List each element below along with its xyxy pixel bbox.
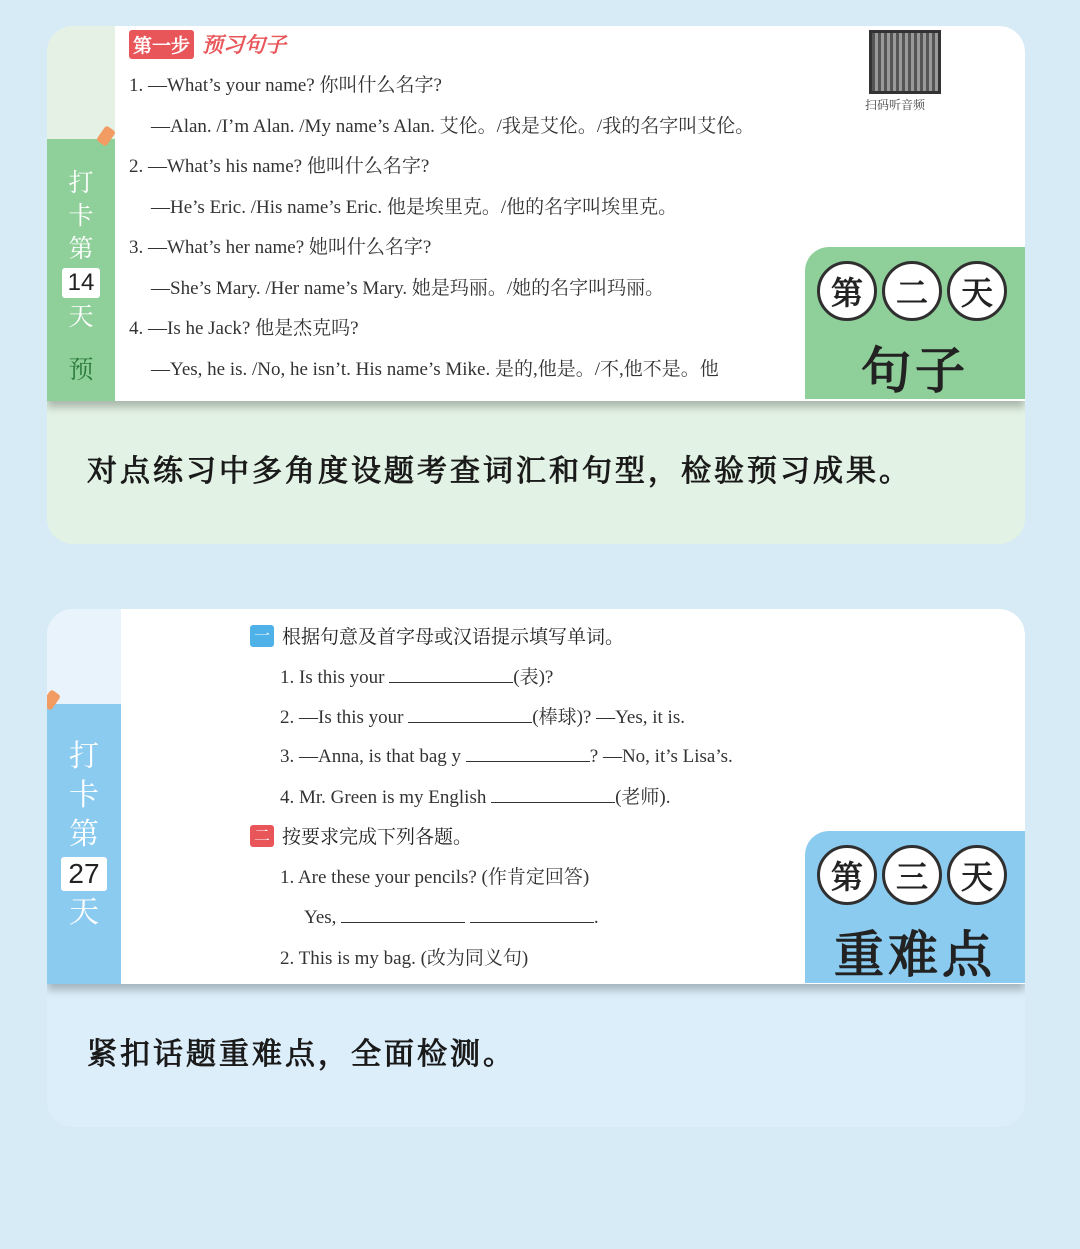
exercise-page-preview bbox=[47, 609, 1025, 984]
day-topic: 重难点 bbox=[834, 926, 996, 984]
step-title: 预习句子 bbox=[202, 33, 287, 57]
section-badge: 二 bbox=[250, 825, 274, 847]
day-number: 27 bbox=[61, 857, 107, 891]
step-badge: 第一步 bbox=[129, 30, 194, 59]
day-circle: 第 bbox=[817, 845, 877, 905]
side-strip bbox=[47, 609, 121, 984]
sentence-line: 3. —What’s her name? 她叫什么名字? bbox=[129, 237, 432, 258]
sentence-line: —She’s Mary. /Her name’s Mary. 她是玛丽。/她的名字叫玛丽。 bbox=[151, 278, 665, 299]
exercise-item bbox=[280, 742, 733, 768]
item-text: . bbox=[593, 907, 599, 928]
day-circle: 三 bbox=[882, 845, 942, 905]
section-heading bbox=[250, 622, 624, 649]
strip-char: 天 bbox=[69, 895, 99, 930]
checkin-label bbox=[47, 166, 115, 386]
textbook-page-preview bbox=[47, 26, 1025, 401]
sentence-line: —He’s Eric. /His name’s Eric. 他是埃里克。/他的名字叫埃里克。 bbox=[151, 197, 678, 218]
item-text: Yes, bbox=[304, 907, 342, 928]
strip-char: 第 bbox=[69, 817, 99, 852]
qr-code-icon[interactable] bbox=[869, 30, 941, 94]
answer-blank[interactable] bbox=[470, 903, 594, 923]
strip-char: 天 bbox=[68, 302, 94, 331]
exercise-item bbox=[280, 662, 553, 689]
strip-char: 打 bbox=[68, 168, 94, 197]
checkin-label bbox=[47, 737, 121, 932]
side-strip bbox=[47, 26, 115, 401]
strip-char: 打 bbox=[69, 739, 99, 774]
exercise-item: 1. Are these your pencils? (作肯定回答) bbox=[280, 867, 590, 888]
exercise-item bbox=[280, 702, 685, 729]
day-topic: 句子 bbox=[861, 342, 969, 400]
day-circle: 天 bbox=[947, 845, 1007, 905]
item-hint: (棒球)? —Yes, it is. bbox=[532, 707, 685, 728]
item-text: 2. —Is this your bbox=[280, 707, 409, 728]
answer-blank[interactable] bbox=[408, 703, 532, 723]
sentence-line: 4. —Is he Jack? 他是杰克吗? bbox=[129, 318, 359, 339]
item-hint: ? —No, it’s Lisa’s. bbox=[589, 746, 733, 767]
item-hint: (表)? bbox=[513, 667, 554, 688]
answer-blank[interactable] bbox=[466, 742, 590, 762]
item-text: 4. Mr. Green is my English bbox=[280, 787, 492, 808]
section-badge: 一 bbox=[250, 625, 274, 647]
strip-char: 卡 bbox=[68, 201, 94, 230]
day-circle: 二 bbox=[882, 261, 942, 321]
strip-char: 卡 bbox=[69, 778, 99, 813]
sentence-line: 2. —What’s his name? 他叫什么名字? bbox=[129, 156, 430, 177]
day-circle: 第 bbox=[817, 261, 877, 321]
qr-label: 扫码听音频 bbox=[865, 98, 926, 112]
sentence-line: —Yes, he is. /No, he isn’t. His name’s Mike. 是的,他是。/不,他不是。他 bbox=[151, 359, 719, 380]
strip-char: 第 bbox=[68, 234, 94, 263]
answer-blank[interactable] bbox=[491, 783, 615, 803]
exercise-item: 2. This is my bag. (改为同义句) bbox=[280, 948, 529, 969]
feature-card-day2 bbox=[47, 26, 1025, 544]
section-title: 根据句意及首字母或汉语提示填写单词。 bbox=[282, 626, 625, 648]
step-heading bbox=[129, 29, 286, 59]
card-caption: 紧扣话题重难点，全面检测。 bbox=[87, 1037, 516, 1072]
answer-blank[interactable] bbox=[389, 663, 513, 683]
item-text: 1. Is this your bbox=[280, 667, 390, 688]
day-number: 14 bbox=[62, 268, 100, 298]
exercise-item bbox=[304, 903, 599, 929]
sentence-line: 1. —What’s your name? 你叫什么名字? bbox=[129, 75, 442, 96]
day-badge bbox=[805, 247, 1025, 399]
card-caption: 对点练习中多角度设题考查词汇和句型，检验预习成果。 bbox=[87, 454, 912, 489]
day-circle: 天 bbox=[947, 261, 1007, 321]
answer-blank[interactable] bbox=[341, 903, 465, 923]
strip-char-cut: 预 bbox=[68, 355, 94, 384]
item-text: 3. —Anna, is that bag y bbox=[280, 746, 466, 767]
feature-card-day3 bbox=[47, 609, 1025, 1127]
section-heading bbox=[250, 822, 472, 849]
sentence-line: —Alan. /I’m Alan. /My name’s Alan. 艾伦。/我是艾伦。/我的名字叫艾伦。 bbox=[151, 116, 755, 137]
item-hint: (老师). bbox=[615, 787, 671, 808]
day-badge bbox=[805, 831, 1025, 983]
section-title: 按要求完成下列各题。 bbox=[282, 826, 473, 848]
exercise-item bbox=[280, 782, 671, 809]
